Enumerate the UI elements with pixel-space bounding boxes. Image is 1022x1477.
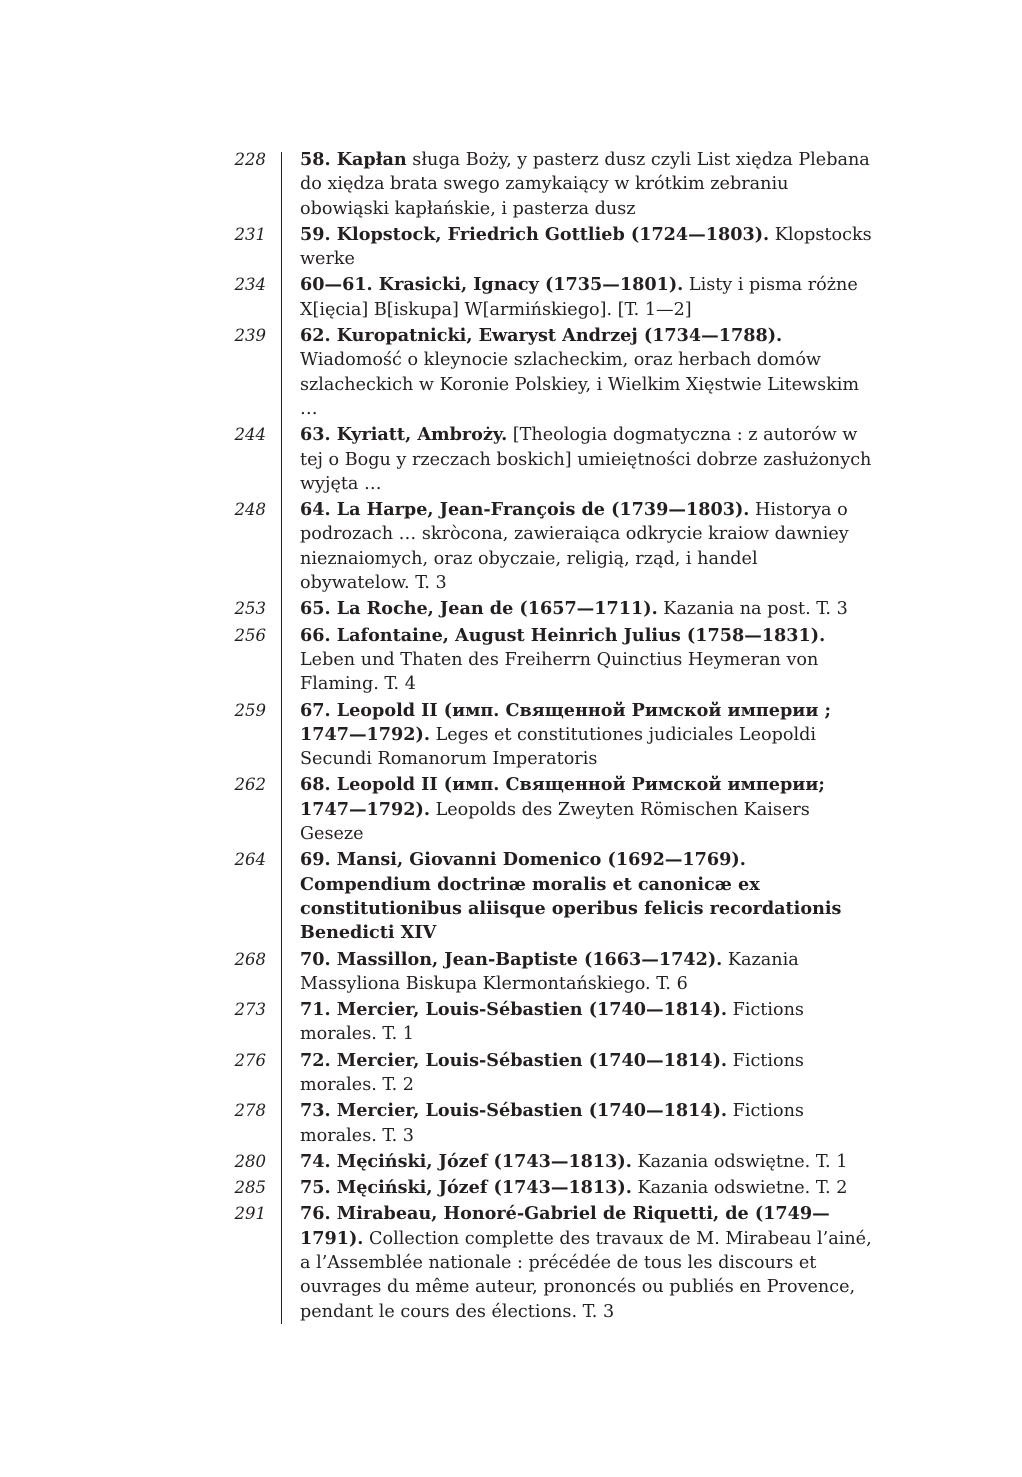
toc-entry-description: Listy i pisma różne X[ięcia] B[iskupa] W[armińskiego]. [T. 1—2] [300,275,858,320]
toc-entry-description: Collection complette des travaux de M. Mirabeau l’ainé, a l’Assemblée nationale : précédée de tous les discours et ouvrages du même auteur, prononcés ou publiés en Provence, pendant le cours des élections. T. 3 [300,1228,872,1322]
toc-entry-text [300,998,872,1047]
toc-entry-heading: 69. Mansi, Giovanni Domenico (1692—1769). Compendium doctrinæ moralis et canonicæ ex constitutionibus aliisque operibus felicis recordationis Benedicti XIV [300,849,842,944]
toc-entry [222,848,872,945]
toc-entry-text [300,223,872,272]
toc-entry [222,1099,872,1148]
toc-entry-text [300,1150,872,1174]
toc-page-number: 239 [234,326,266,346]
toc-page-number: 276 [234,1050,266,1070]
toc-entry-heading: 71. Mercier, Louis-Sébastien (1740—1814). [300,999,728,1021]
toc-entry-description: [Theologia dogmatyczna : z autorów w tej o Bogu y rzeczach boskich] umieiętności dobrze zasłużonych wyjęta … [300,425,872,494]
toc-entry-description: Wiadomość o kleynocie szlacheckim, oraz herbach domów szlacheckich w Koronie Polskiey, i Wielkim Xięstwie Litewskim … [300,350,860,419]
toc-entry-text [300,1099,872,1148]
toc-entry-text [300,948,872,997]
toc-entry-text [300,624,872,697]
toc-entry [222,998,872,1047]
toc-entry-description: Fictions morales. T. 1 [300,1000,804,1045]
toc-page-number: 264 [234,850,266,870]
toc-page-number: 291 [234,1204,266,1224]
toc-entry [222,1150,872,1174]
toc-page-number: 262 [234,775,266,795]
toc-entry [222,1176,872,1200]
toc-entry-heading: 73. Mercier, Louis-Sébastien (1740—1814). [300,1100,728,1122]
toc-entry-text [300,1049,872,1098]
toc-page-number: 234 [234,275,266,295]
toc-entry-text [300,773,872,846]
toc-entry-text [300,597,872,621]
toc-entry-description: Kazania odswiętne. T. 1 [631,1151,848,1172]
toc-entry-heading: 66. Lafontaine, August Heinrich Julius (1758—1831). [300,624,826,646]
toc-entry [222,773,872,846]
toc-page-number: 248 [234,500,266,520]
toc-page-number: 231 [234,224,266,244]
toc-entry-description: Klopstocks werke [300,224,872,270]
toc-entry-description: sługa Boży, y pasterz dusz czyli List xiędza Plebana do xiędza brata swego zamykaiący w krótkim zebraniu obowiąski kapłańskie, i pasterza dusz [300,150,870,219]
toc-entry-description: Kazania Massyliona Biskupa Klermontańskiego. T. 6 [300,949,799,994]
toc-entry-description: Kazania odswietne. T. 2 [631,1178,848,1199]
toc-entry-text [300,423,872,496]
toc-page-number: 285 [234,1178,266,1198]
toc-page-number: 244 [234,425,266,445]
toc-entry-heading: 72. Mercier, Louis-Sébastien (1740—1814). [300,1049,728,1071]
toc-entry-text [300,848,872,945]
toc-entry-heading: 74. Męciński, Józef (1743—1813). [300,1150,632,1172]
toc-entry-heading: 70. Massillon, Jean-Baptiste (1663—1742). [300,948,723,970]
toc-entry [222,1049,872,1098]
toc-entry-description: Kazania na post. T. 3 [657,599,848,620]
table-of-contents [222,148,872,1324]
toc-page-number: 259 [234,700,266,720]
toc-entry-text [300,498,872,595]
toc-entry-description: Leben und Thaten des Freiherrn Quinctius Heymeran von Flaming. T. 4 [300,649,819,695]
toc-page-number: 228 [234,150,266,169]
toc-entry-heading: 75. Męciński, Józef (1743—1813). [300,1177,632,1199]
toc-entry-heading: 60—61. Krasicki, Ignacy (1735—1801). [300,274,684,296]
toc-page-number: 280 [234,1151,266,1171]
toc-page-number: 268 [234,949,266,969]
toc-entry-description: Historya o podrozach … skròcona, zawieraiąca odkrycie kraiow dawniey nieznaiomych, oraz obyczaie, religią, rząd, i handel obywatelow. T. 3 [300,500,849,594]
toc-entry-text [300,1202,872,1323]
toc-page-number: 256 [234,625,266,645]
toc-entry-text [300,1176,872,1200]
toc-entry-heading: 64. La Harpe, Jean-François de (1739—1803). [300,499,750,521]
toc-entry-heading: 65. La Roche, Jean de (1657—1711). [300,598,658,620]
toc-entry [222,148,872,221]
toc-entry-heading: 58. Kapłan [300,149,407,170]
toc-entry [222,699,872,772]
toc-entry-heading: 76. Mirabeau, Honoré-Gabriel de Riquetti, de (1749—1791). [300,1203,830,1249]
toc-entry-heading: 63. Kyriatt, Ambroży. [300,424,508,446]
toc-entry-description: Fictions morales. T. 3 [300,1101,804,1146]
toc-entry [222,948,872,997]
toc-entry-heading: 68. Leopold II (имп. Священной Римской империи; 1747—1792). [300,774,825,820]
toc-page-number: 273 [234,1000,266,1020]
toc-entry-heading: 62. Kuropatnicki, Ewaryst Andrzej (1734—1788). [300,325,783,347]
toc-entry [222,597,872,621]
toc-entry-description: Fictions morales. T. 2 [300,1050,804,1095]
toc-page-number: 278 [234,1101,266,1121]
toc-entry-text [300,148,872,221]
toc-entry-description: Leopolds des Zweyten Römischen Kaisers Geseze [300,799,810,845]
toc-entry-heading: 59. Klopstock, Friedrich Gottlieb (1724—1803). [300,223,770,245]
toc-entry [222,324,872,421]
toc-entry-text [300,699,872,772]
toc-entry-text [300,324,872,421]
toc-entry [222,624,872,697]
toc-entry [222,423,872,496]
toc-entry-heading: 67. Leopold II (имп. Священной Римской империи ; 1747—1792). [300,699,831,745]
toc-entry-description: Leges et constitutiones judiciales Leopoldi Secundi Romanorum Imperatoris [300,724,816,770]
toc-entry [222,223,872,272]
toc-entry [222,1202,872,1323]
toc-entry [222,273,872,322]
toc-entry-text [300,273,872,322]
toc-entry [222,498,872,595]
toc-page-number: 253 [234,599,266,619]
